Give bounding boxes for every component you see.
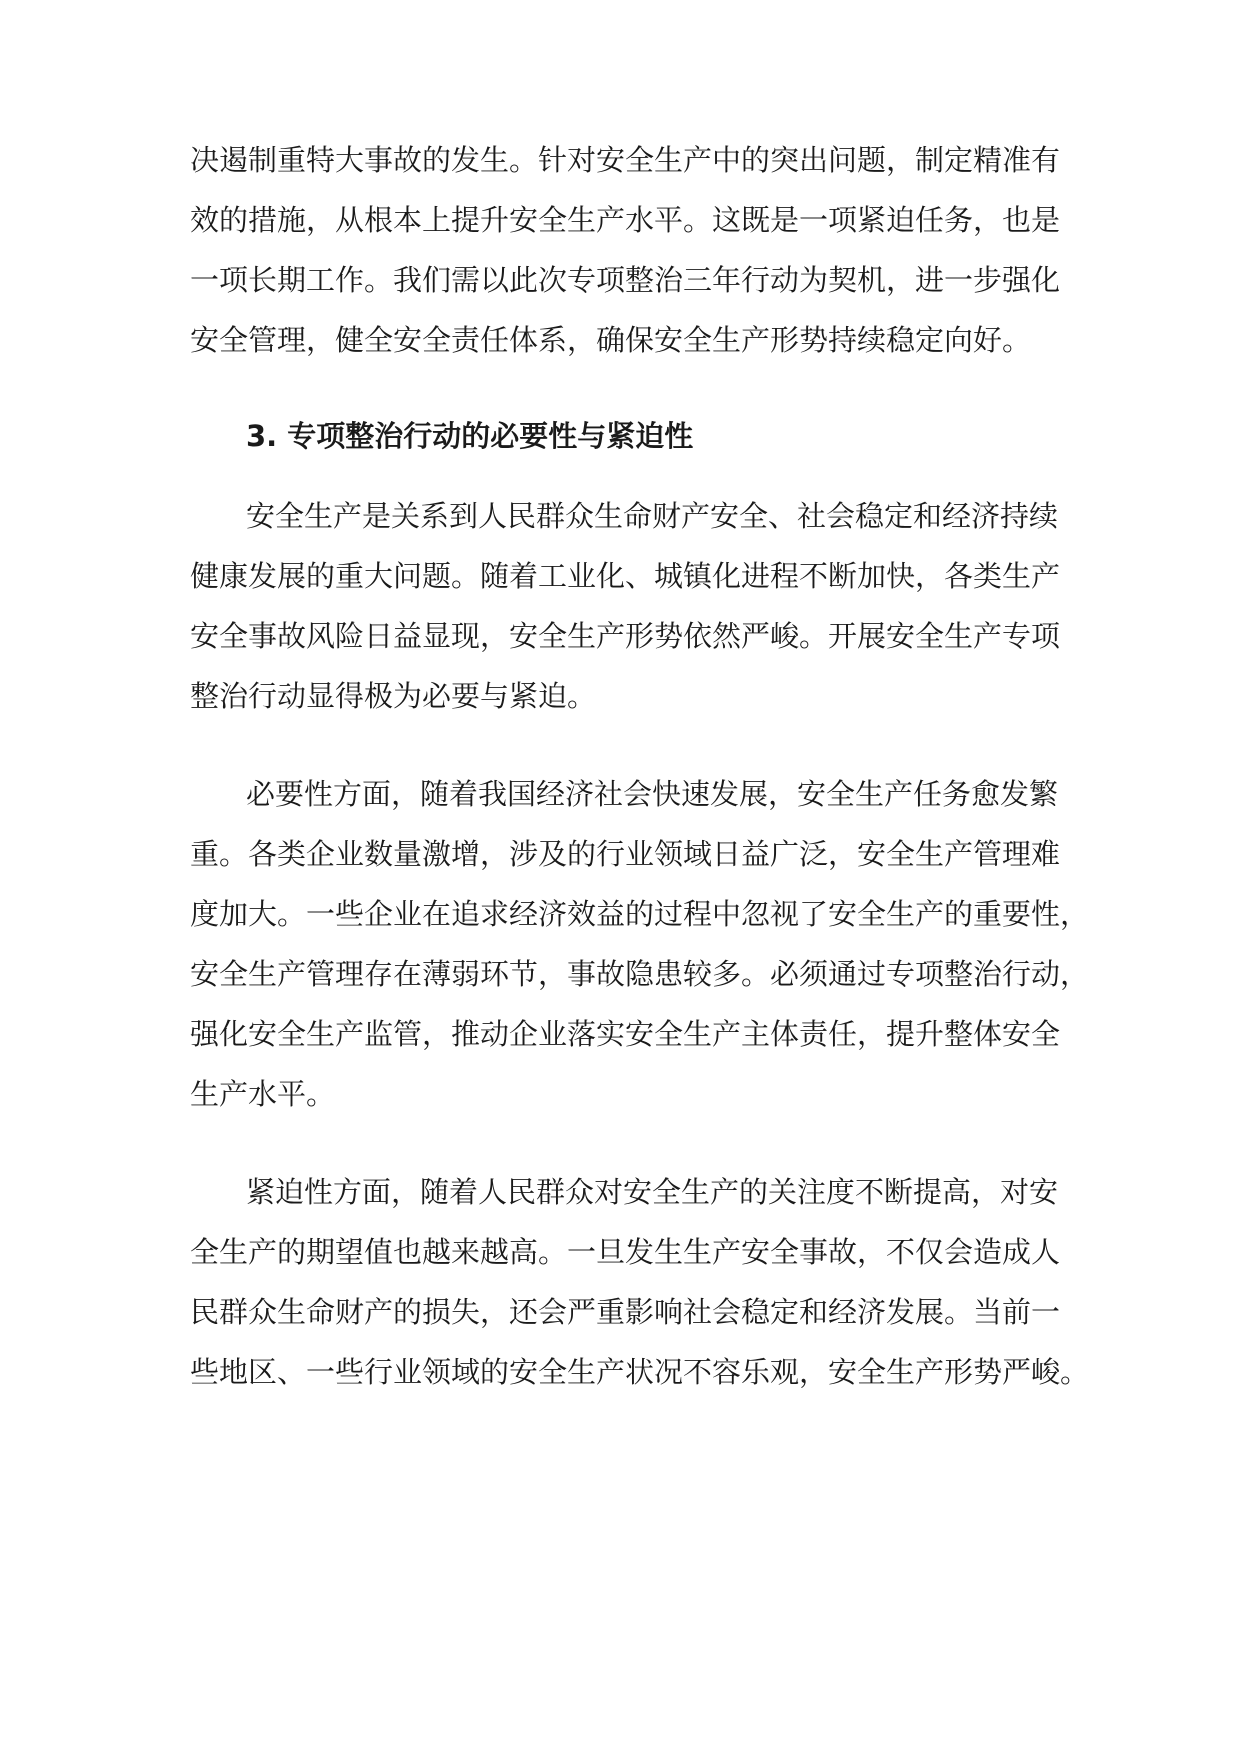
paragraph-line: 安全生产管理存在薄弱环节，事故隐患较多。必须通过专项整治行动， (190, 957, 1090, 991)
paragraph-line: 健康发展的重大问题。随着工业化、城镇化进程不断加快，各类生产 (190, 559, 1061, 593)
paragraph-line: 些地区、一些行业领域的安全生产状况不容乐观，安全生产形势严峻。 (190, 1355, 1090, 1389)
paragraph-line: 安全管理，健全安全责任体系，确保安全生产形势持续稳定向好。 (190, 323, 1032, 357)
paragraph-line: 紧迫性方面，随着人民群众对安全生产的关注度不断提高，对安 (246, 1175, 1059, 1209)
paragraph-line: 安全生产是关系到人民群众生命财产安全、社会稳定和经济持续 (246, 499, 1059, 533)
paragraph-line: 整治行动显得极为必要与紧迫。 (190, 679, 597, 713)
paragraph-line: 生产水平。 (190, 1077, 336, 1111)
paragraph-line: 一项长期工作。我们需以此次专项整治三年行动为契机，进一步强化 (190, 263, 1061, 297)
paragraph-line: 效的措施，从根本上提升安全生产水平。这既是一项紧迫任务，也是 (190, 203, 1061, 237)
paragraph-line: 全生产的期望值也越来越高。一旦发生生产安全事故，不仅会造成人 (190, 1235, 1061, 1269)
paragraph-line: 重。各类企业数量激增，涉及的行业领域日益广泛，安全生产管理难 (190, 837, 1061, 871)
paragraph-line: 民群众生命财产的损失，还会严重影响社会稳定和经济发展。当前一 (190, 1295, 1061, 1329)
paragraph-line: 决遏制重特大事故的发生。针对安全生产中的突出问题，制定精准有 (190, 143, 1061, 177)
section-heading: 3. 专项整治行动的必要性与紧迫性 (246, 419, 694, 453)
paragraph-line: 强化安全生产监管，推动企业落实安全生产主体责任，提升整体安全 (190, 1017, 1061, 1051)
paragraph-line: 度加大。一些企业在追求经济效益的过程中忽视了安全生产的重要性， (190, 897, 1090, 931)
paragraph-line: 安全事故风险日益显现，安全生产形势依然严峻。开展安全生产专项 (190, 619, 1061, 653)
paragraph-line: 必要性方面，随着我国经济社会快速发展，安全生产任务愈发繁 (246, 777, 1059, 811)
